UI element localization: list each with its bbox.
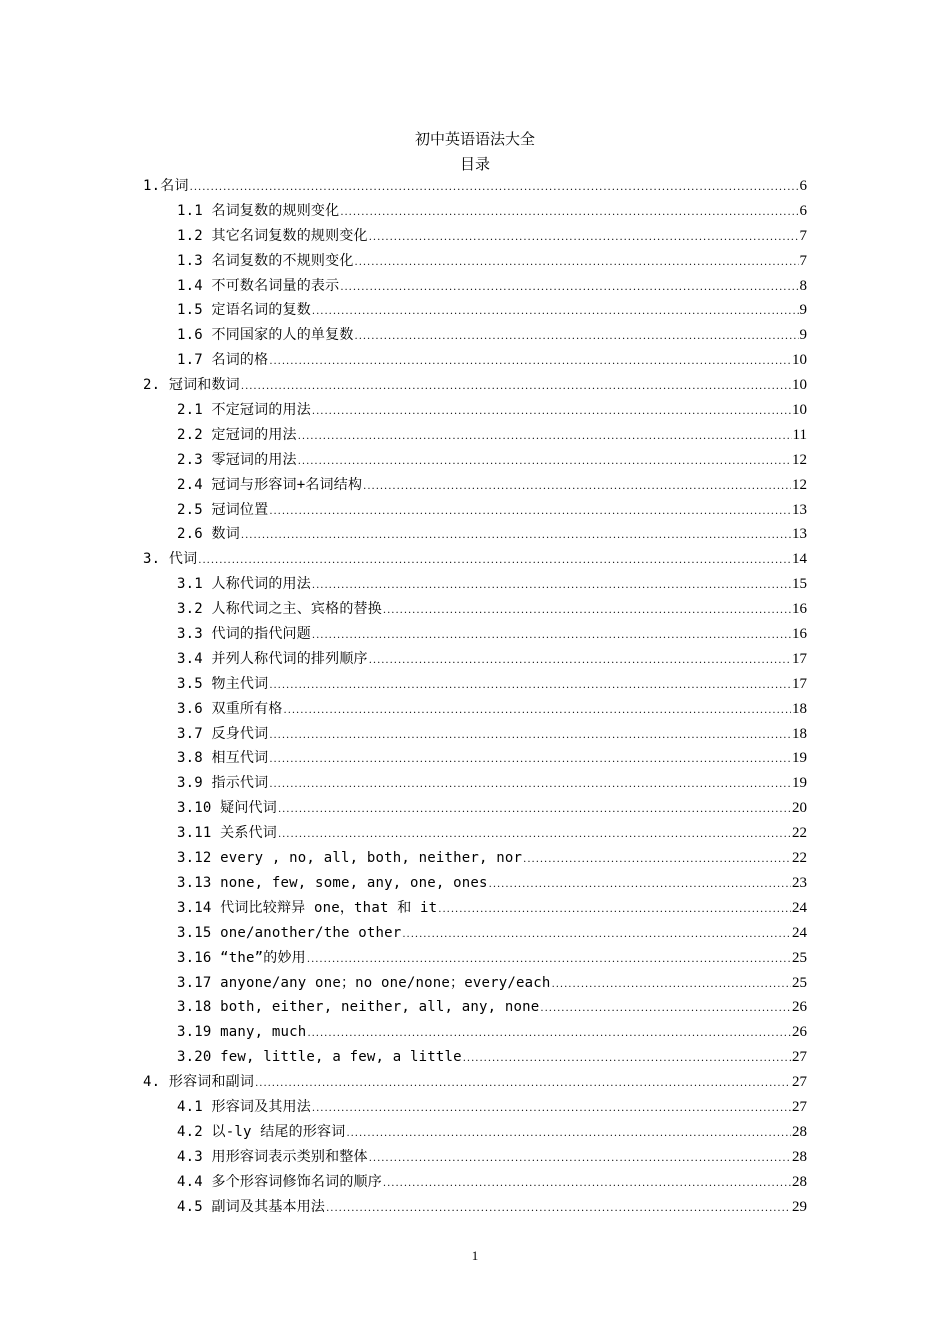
toc-entry-label: 3.14 代词比较辩异 one，that 和 it [177, 899, 438, 916]
toc-entry-page: 29 [792, 1198, 807, 1215]
toc-entry-label: 3.9 指示代词 [177, 775, 269, 792]
toc-entry-page: 19 [792, 750, 807, 767]
toc-entry-page: 22 [792, 850, 807, 867]
toc-entry-page: 6 [799, 178, 807, 194]
dot-leader [284, 697, 791, 724]
toc-entry-label: 2.1 不定冠词的用法 [177, 402, 311, 419]
toc-entry-label: 3.4 并列人称代词的排列顺序 [177, 650, 368, 667]
toc-section-entry[interactable] [0, 946, 950, 971]
toc-section-entry[interactable] [0, 1195, 950, 1220]
dot-leader [269, 498, 791, 525]
toc-entry-label: 2.4 冠词与形容词+名词结构 [177, 476, 363, 493]
dot-leader [383, 597, 791, 624]
toc-entry-label: 3.11 关系代词 [177, 825, 277, 842]
toc-section-entry[interactable] [0, 871, 950, 896]
dot-leader [312, 622, 791, 649]
toc-section-entry[interactable] [0, 672, 950, 697]
toc-section-entry[interactable] [0, 473, 950, 498]
dot-leader [363, 473, 791, 500]
dot-leader [383, 1170, 791, 1197]
toc-section-entry[interactable] [0, 846, 950, 871]
toc-section-entry[interactable] [0, 697, 950, 722]
toc-chapter-entry[interactable] [0, 373, 950, 398]
dot-leader [269, 722, 791, 749]
toc-entry-label: 4.4 多个形容词修饰名词的顺序 [177, 1173, 382, 1190]
dot-leader [312, 398, 791, 425]
toc-section-entry[interactable] [0, 1145, 950, 1170]
toc-entry-page: 10 [792, 402, 807, 419]
toc-entry-page: 9 [799, 302, 807, 319]
dot-leader [489, 871, 791, 898]
dot-leader [340, 274, 798, 301]
toc-entry-label: 3.5 物主代词 [177, 675, 269, 692]
dot-leader [255, 1070, 791, 1097]
dot-leader [312, 298, 799, 325]
toc-entry-page: 20 [792, 800, 807, 817]
toc-section-entry[interactable] [0, 995, 950, 1020]
toc-entry-label: 3.2 人称代词之主、宾格的替换 [177, 601, 382, 618]
toc-section-entry[interactable] [0, 323, 950, 348]
toc-entry-page: 24 [792, 924, 807, 941]
toc-section-entry[interactable] [0, 1120, 950, 1145]
dot-leader [269, 746, 791, 773]
toc-entry-page: 28 [792, 1123, 807, 1140]
toc-section-entry[interactable] [0, 1045, 950, 1070]
dot-leader [241, 373, 791, 400]
toc-entry-label: 4.2 以-ly 结尾的形容词 [177, 1123, 346, 1140]
toc-entry-page: 26 [792, 999, 807, 1016]
toc-section-entry[interactable] [0, 249, 950, 274]
toc-entry-page: 19 [792, 775, 807, 792]
dot-leader [355, 323, 799, 350]
toc-entry-label: 2. 冠词和数词 [143, 377, 240, 394]
toc-section-entry[interactable] [0, 1095, 950, 1120]
dot-leader [355, 249, 799, 276]
toc-entry-label: 1.6 不同国家的人的单复数 [177, 327, 354, 344]
dot-leader [369, 647, 791, 674]
toc-entry-page: 8 [799, 277, 807, 294]
toc-entry-page: 7 [799, 227, 807, 244]
dot-leader [463, 1045, 791, 1072]
toc-entry-page: 28 [792, 1148, 807, 1165]
dot-leader [307, 1020, 791, 1047]
toc-section-entry[interactable] [0, 274, 950, 299]
dot-leader [402, 921, 791, 948]
toc-entry-label: 3.17 anyone/any one；no one/none；every/each [177, 974, 551, 991]
toc-entry-page: 10 [792, 377, 807, 394]
dot-leader [346, 1120, 791, 1147]
toc-entry-label: 3.19 many, much [177, 1024, 307, 1041]
toc-entry-label: 3.6 双重所有格 [177, 700, 283, 717]
toc-section-entry[interactable] [0, 498, 950, 523]
toc-entry-page: 15 [792, 576, 807, 593]
toc-entry-page: 13 [792, 501, 807, 518]
toc-entry-page: 9 [799, 327, 807, 344]
dot-leader [278, 821, 791, 848]
toc-entry-label: 3.1 人称代词的用法 [177, 576, 311, 593]
toc-entry-page: 12 [792, 451, 807, 468]
dot-leader [278, 796, 791, 823]
toc-entry-label: 3.7 反身代词 [177, 725, 269, 742]
toc-section-entry[interactable] [0, 796, 950, 821]
toc-entry-page: 27 [792, 1049, 807, 1066]
toc-entry-page: 16 [792, 601, 807, 618]
dot-leader [298, 423, 792, 450]
toc-entry-label: 3.3 代词的指代问题 [177, 626, 311, 643]
toc-section-entry[interactable] [0, 971, 950, 996]
dot-leader [241, 522, 791, 549]
toc-section-entry[interactable] [0, 722, 950, 747]
toc-entry-label: 4.5 副词及其基本用法 [177, 1198, 326, 1215]
toc-section-entry[interactable] [0, 746, 950, 771]
toc-entry-page: 24 [792, 899, 807, 916]
toc-entry-label: 4.3 用形容词表示类别和整体 [177, 1148, 368, 1165]
toc-section-entry[interactable] [0, 522, 950, 547]
toc-entry-page: 27 [792, 1074, 807, 1091]
dot-leader [298, 448, 791, 475]
toc-entry-label: 3.10 疑问代词 [177, 800, 277, 817]
toc-entry-label: 4. 形容词和副词 [143, 1074, 255, 1091]
toc-section-entry[interactable] [0, 423, 950, 448]
toc-entry-label: 3.16 “the”的妙用 [177, 949, 306, 966]
toc-entry-label: 3.12 every , no, all, both, neither, nor [177, 850, 523, 867]
toc-entry-label: 3.18 both, either, neither, all, any, none [177, 999, 540, 1016]
toc-entry-page: 18 [792, 700, 807, 717]
dot-leader [307, 946, 791, 973]
dot-leader [340, 199, 798, 226]
dot-leader [198, 547, 791, 574]
toc-section-entry[interactable] [0, 298, 950, 323]
toc-section-entry[interactable] [0, 896, 950, 921]
toc-entry-page: 13 [792, 526, 807, 543]
toc-entry-page: 23 [792, 874, 807, 891]
toc-entry-label: 1.5 定语名词的复数 [177, 302, 311, 319]
dot-leader [523, 846, 791, 873]
toc-chapter-entry[interactable] [0, 547, 950, 572]
toc-section-entry[interactable] [0, 647, 950, 672]
toc-section-entry[interactable] [0, 448, 950, 473]
toc-entry-label: 1.名词 [143, 178, 189, 194]
toc-section-entry[interactable] [0, 1020, 950, 1045]
toc-section-entry[interactable] [0, 199, 950, 224]
toc-entry-page: 17 [792, 675, 807, 692]
toc-entry-page: 16 [792, 626, 807, 643]
dot-leader [369, 1145, 791, 1172]
toc-entry-label: 1.3 名词复数的不规则变化 [177, 252, 354, 269]
dot-leader [190, 174, 799, 201]
toc-section-entry[interactable] [0, 224, 950, 249]
toc-chapter-entry[interactable] [0, 1070, 950, 1095]
toc-entry-page: 11 [792, 426, 807, 443]
toc-entry-label: 1.2 其它名词复数的规则变化 [177, 227, 368, 244]
toc-chapter-entry[interactable] [0, 174, 950, 199]
toc-entry-label: 4.1 形容词及其用法 [177, 1098, 311, 1115]
dot-leader [540, 995, 791, 1022]
toc-entry-label: 1.1 名词复数的规则变化 [177, 202, 340, 219]
toc-entry-page: 17 [792, 650, 807, 667]
document-title: 初中英语语法大全 [414, 130, 535, 148]
toc-entry-page: 10 [792, 352, 807, 369]
toc-section-entry[interactable] [0, 622, 950, 647]
toc-entry-page: 25 [792, 974, 807, 991]
toc-entry-page: 26 [792, 1024, 807, 1041]
table-of-contents [0, 174, 950, 1219]
toc-entry-page: 28 [792, 1173, 807, 1190]
toc-entry-page: 6 [799, 202, 807, 219]
toc-section-entry[interactable] [0, 398, 950, 423]
dot-leader [269, 348, 791, 375]
toc-section-entry[interactable] [0, 771, 950, 796]
dot-leader [552, 971, 791, 998]
toc-section-entry[interactable] [0, 597, 950, 622]
toc-heading: 目录 [459, 155, 490, 173]
dot-leader [312, 572, 791, 599]
toc-entry-page: 18 [792, 725, 807, 742]
toc-section-entry[interactable] [0, 821, 950, 846]
toc-entry-label: 3.20 few, little, a few, a little [177, 1049, 462, 1066]
page-number: 1 [471, 1248, 479, 1263]
toc-entry-page: 12 [792, 476, 807, 493]
toc-entry-page: 22 [792, 825, 807, 842]
toc-entry-label: 3. 代词 [143, 551, 198, 568]
toc-entry-page: 7 [799, 252, 807, 269]
dot-leader [438, 896, 791, 923]
toc-entry-page: 27 [792, 1098, 807, 1115]
toc-entry-label: 2.5 冠词位置 [177, 501, 269, 518]
dot-leader [269, 672, 791, 699]
toc-entry-label: 3.8 相互代词 [177, 750, 269, 767]
toc-entry-label: 2.3 零冠词的用法 [177, 451, 297, 468]
toc-entry-page: 14 [792, 551, 807, 568]
toc-entry-page: 25 [792, 949, 807, 966]
toc-entry-label: 1.7 名词的格 [177, 352, 269, 369]
dot-leader [326, 1195, 791, 1222]
toc-entry-label: 2.6 数词 [177, 526, 240, 543]
toc-section-entry[interactable] [0, 921, 950, 946]
dot-leader [269, 771, 791, 798]
dot-leader [369, 224, 799, 251]
toc-entry-label: 3.15 one/another/the other [177, 924, 402, 941]
toc-section-entry[interactable] [0, 572, 950, 597]
toc-entry-label: 1.4 不可数名词量的表示 [177, 277, 340, 294]
toc-section-entry[interactable] [0, 348, 950, 373]
toc-section-entry[interactable] [0, 1170, 950, 1195]
toc-entry-label: 3.13 none, few, some, any, one, ones [177, 874, 488, 891]
toc-entry-label: 2.2 定冠词的用法 [177, 426, 297, 443]
dot-leader [312, 1095, 791, 1122]
